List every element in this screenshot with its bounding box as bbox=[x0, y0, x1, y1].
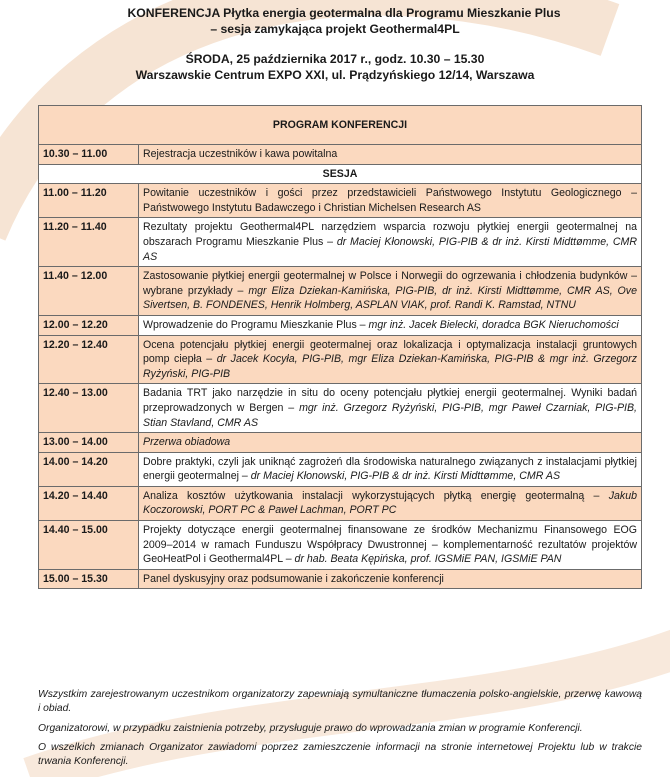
talk-speakers: dr Jacek Kocyła, PIG-PIB, mgr Eliza Dziekan-Kamińska, PIG-PIB & mgr inż. Grzegorz Ryżyński, PIG-PIB bbox=[143, 353, 637, 380]
row-description bbox=[139, 184, 642, 218]
conference-date: ŚRODA, 25 października 2017 r., godz. 10.30 – 15.30 bbox=[185, 52, 485, 66]
program-heading: PROGRAM KONFERENCJI bbox=[39, 106, 642, 145]
program-table bbox=[38, 105, 642, 589]
row-description bbox=[139, 486, 642, 520]
row-description: Rejestracja uczestników i kawa powitalna bbox=[139, 145, 642, 165]
conference-title: KONFERENCJA Płytka energia geotermalna dla Programu Mieszkanie Plus bbox=[127, 6, 561, 20]
talk-speakers: mgr inż. Grzegorz Ryżyński, PIG-PIB, mgr Paweł Czarniak, PIG-PIB, Stian Stavland, CMR AS bbox=[143, 401, 637, 429]
program-row bbox=[39, 433, 642, 453]
row-description bbox=[139, 569, 642, 589]
program-row bbox=[39, 218, 642, 267]
talk-title: Powitanie uczestników i gości przez przedstawicieli Państwowego Instytutu Geologicznego – Państwowego Instytutu Badawczego i Christian Michelsen Research AS bbox=[143, 187, 637, 214]
program-row bbox=[39, 521, 642, 570]
talk-title: Ocena potencjału płytkiej energii geotermalnej oraz lokalizacja i optymalizacja instalacji gruntowych pomp ciepła – bbox=[143, 338, 637, 366]
lunch-break-label: Przerwa obiadowa bbox=[143, 436, 231, 449]
talk-speakers: dr Maciej Kłonowski, PIG-PIB & dr inż. Kirsti Midttømme, CMR AS bbox=[250, 470, 561, 483]
talk-speakers: dr hab. Beata Kępińska, prof. IGSMiE PAN, IGSMiE PAN bbox=[294, 553, 562, 566]
talk-title: Badania TRT jako narzędzie in situ do oceny potencjału płytkiej energii geotermalnej. Wyniki badań przeprowadzonych w Bergen – bbox=[143, 387, 637, 414]
talk-speakers: mgr Eliza Dziekan-Kamińska, PIG-PIB, dr inż. Kirsti Midttømme, CMR AS, Ove Sivertsen, B. FONDENES, Henrik Holmberg, ASPLAN VIAK, prof. Randi K. Ramstad, NTNU bbox=[143, 284, 637, 312]
row-time: 12.40 – 13.00 bbox=[39, 384, 139, 433]
program-row bbox=[39, 315, 642, 335]
row-description bbox=[139, 335, 642, 384]
session-row bbox=[39, 164, 642, 184]
row-description bbox=[139, 521, 642, 570]
row-time: 14.00 – 14.20 bbox=[39, 452, 139, 486]
row-description bbox=[139, 218, 642, 267]
footnote: Wszystkim zarejestrowanym uczestnikom organizatorzy zapewniają symultaniczne tłumaczenia polsko-angielskie, przerwę kawową i obiad. bbox=[38, 689, 642, 714]
program-row bbox=[39, 184, 642, 218]
row-time: 15.00 – 15.30 bbox=[39, 569, 139, 589]
program-row bbox=[39, 145, 642, 165]
session-label: SESJA bbox=[39, 164, 642, 184]
program-row bbox=[39, 452, 642, 486]
talk-title: Projekty dotyczące energii geotermalnej finansowane ze środków Mechanizmu Finansowego EOG 2009–2014 w ramach Funduszu Współpracy Dwustronnej – komplementarność rezultatów projektów GeoHeatPol i Geothermal4PL – bbox=[143, 524, 637, 566]
row-time: 14.40 – 15.00 bbox=[39, 521, 139, 570]
program-row bbox=[39, 569, 642, 589]
program-table-wrapper bbox=[38, 105, 642, 589]
row-time: 12.20 – 12.40 bbox=[39, 335, 139, 384]
talk-title: Zastosowanie płytkiej energii geotermalnej w Polsce i Norwegii do ogrzewania i chłodzenia budynków – wybrane przykłady – bbox=[143, 270, 637, 297]
talk-speakers: Jakub Koczorowski, PORT PC & Paweł Lachman, PORT PC bbox=[143, 489, 637, 517]
program-row bbox=[39, 335, 642, 384]
program-row bbox=[39, 384, 642, 433]
talk-title: Wprowadzenie do Programu Mieszkanie Plus – bbox=[143, 318, 369, 331]
talk-title: Dobre praktyki, czyli jak uniknąć zagrożeń dla środowiska naturalnego związanych z instalacjami płytkiej energii geotermalnej – bbox=[143, 455, 637, 483]
talk-speakers: dr Maciej Kłonowski, PIG-PIB & dr inż. Kirsti Midttømme, CMR AS bbox=[143, 235, 637, 263]
program-row bbox=[39, 486, 642, 520]
row-time: 10.30 – 11.00 bbox=[39, 145, 139, 165]
row-time: 11.00 – 11.20 bbox=[39, 184, 139, 218]
row-time: 14.20 – 14.40 bbox=[39, 486, 139, 520]
talk-title: Rezultaty projektu Geothermal4PL narzędziem wsparcia rozwoju płytkiej energii geotermalnej na obszarach Programu Mieszkanie Plus – bbox=[143, 221, 637, 248]
footnote: Organizatorowi, w przypadku zaistnienia potrzeby, przysługuje prawo do wprowadzania zmian w programie Konferencji. bbox=[38, 722, 583, 734]
row-description bbox=[139, 433, 642, 453]
row-time: 13.00 – 14.00 bbox=[39, 433, 139, 453]
conference-subtitle: – sesja zamykająca projekt Geothermal4PL bbox=[210, 21, 460, 36]
row-description bbox=[139, 452, 642, 486]
row-time: 11.20 – 11.40 bbox=[39, 218, 139, 267]
row-time: 12.00 – 12.20 bbox=[39, 315, 139, 335]
talk-speakers: mgr inż. Jacek Bielecki, doradca BGK Nieruchomości bbox=[368, 318, 619, 331]
document-header bbox=[0, 6, 670, 83]
talk-title: Analiza kosztów użytkowania instalacji wykorzystujących płytką energię geotermalną – bbox=[143, 489, 609, 502]
footnote: O wszelkich zmianach Organizator zawiadomi poprzez zamieszczenie informacji na stronie internetowej Projektu lub w trakcie trwania Konferencji. bbox=[38, 742, 642, 768]
talk-title: Panel dyskusyjny oraz podsumowanie i zakończenie konferencji bbox=[143, 572, 444, 585]
footnotes bbox=[38, 688, 642, 775]
row-description bbox=[139, 267, 642, 316]
row-time: 11.40 – 12.00 bbox=[39, 267, 139, 316]
program-row bbox=[39, 267, 642, 316]
row-description bbox=[139, 315, 642, 335]
program-heading-row bbox=[39, 106, 642, 145]
conference-venue: Warszawskie Centrum EXPO XXI, ul. Prądzyńskiego 12/14, Warszawa bbox=[135, 67, 535, 82]
row-description bbox=[139, 384, 642, 433]
